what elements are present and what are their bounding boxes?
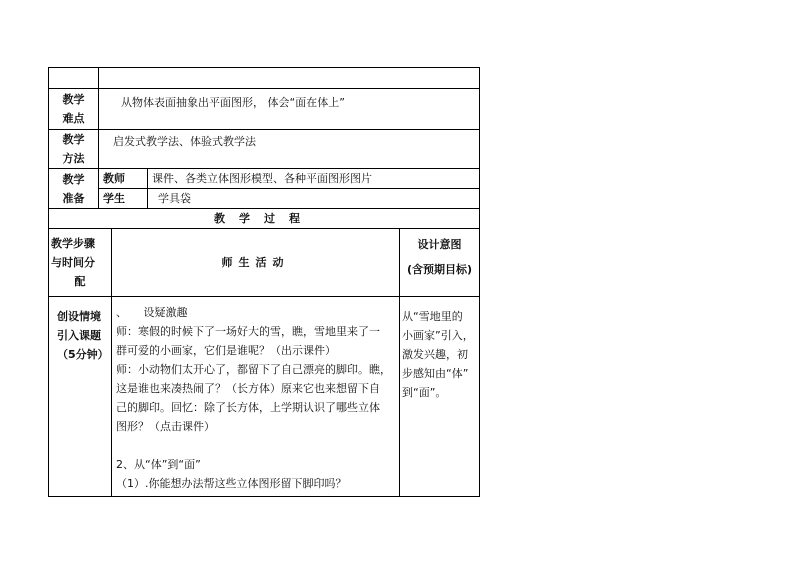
prep-student-text: 学具袋 (148, 189, 480, 209)
design-line: 小画家”引入， (402, 329, 474, 342)
prep-teacher-label: 教师 (99, 169, 148, 189)
empty-label-cell (49, 68, 99, 89)
activity-line: 己的脚印。回忆：除了长方体，上学期认识了哪些立体 (116, 401, 380, 414)
difficulty-label: 教学 难点 (49, 89, 99, 130)
table-row-method (49, 130, 480, 169)
activity-line: 师：小动物们太开心了，都留下了自己漂亮的脚印。瞧， (116, 363, 391, 376)
table-row-prep-student (49, 189, 480, 209)
prep-label: 教学 准备 (49, 169, 99, 209)
table-row-difficulty (49, 89, 480, 130)
method-text: 启发式教学法、体验式教学法 (99, 130, 480, 169)
step-column-header: 教学步骤 与时间分 配 (49, 229, 112, 297)
table-row-prep-teacher (49, 169, 480, 189)
activity-line: 师：寒假的时候下了一场好大的雪，瞧，雪地里来了一 (116, 325, 380, 338)
lesson-plan-table (48, 67, 480, 497)
activity-line: （1）.你能想办法帮这些立体图形留下脚印吗？ (116, 477, 347, 490)
section1-design (400, 297, 480, 497)
difficulty-text: 从物体表面抽象出平面图形， 体会“面在体上” (99, 89, 480, 130)
table-row-column-headers (49, 229, 480, 297)
prep-student-label: 学生 (99, 189, 148, 209)
section1-activity (112, 297, 400, 497)
prep-teacher-text: 课件、各类立体图形模型、各种平面图形图片 (148, 169, 480, 189)
activity-line: 这是谁也来凑热闹了？（长方体）原来它也来想留下自 (116, 382, 380, 395)
section1-step: 创设情境 引入课题 （5分钟） (49, 297, 112, 497)
table-row-top (49, 68, 480, 89)
activity-line: 、 设疑激趣 (116, 306, 188, 319)
table-row-process-title (49, 209, 480, 229)
design-line: 步感知由“体” (402, 367, 469, 380)
design-line: 到“面”。 (402, 386, 447, 399)
design-line: 从“雪地里的 (402, 310, 463, 323)
design-column-header: 设计意图 (含预期目标) (400, 229, 480, 297)
design-line: 激发兴趣，初 (402, 348, 468, 361)
process-title: 教学过程 (49, 209, 480, 229)
blank-line (116, 436, 397, 455)
empty-content-cell (99, 68, 480, 89)
activity-column-header: 师生活动 (112, 229, 400, 297)
method-label: 教学 方法 (49, 130, 99, 169)
activity-line: 图形？（点击课件） (116, 420, 215, 433)
activity-line: 群可爱的小画家，它们是谁呢？（出示课件） (116, 344, 336, 357)
table-row-section1 (49, 297, 480, 497)
activity-line: 2、从“体”到“面” (116, 458, 201, 471)
